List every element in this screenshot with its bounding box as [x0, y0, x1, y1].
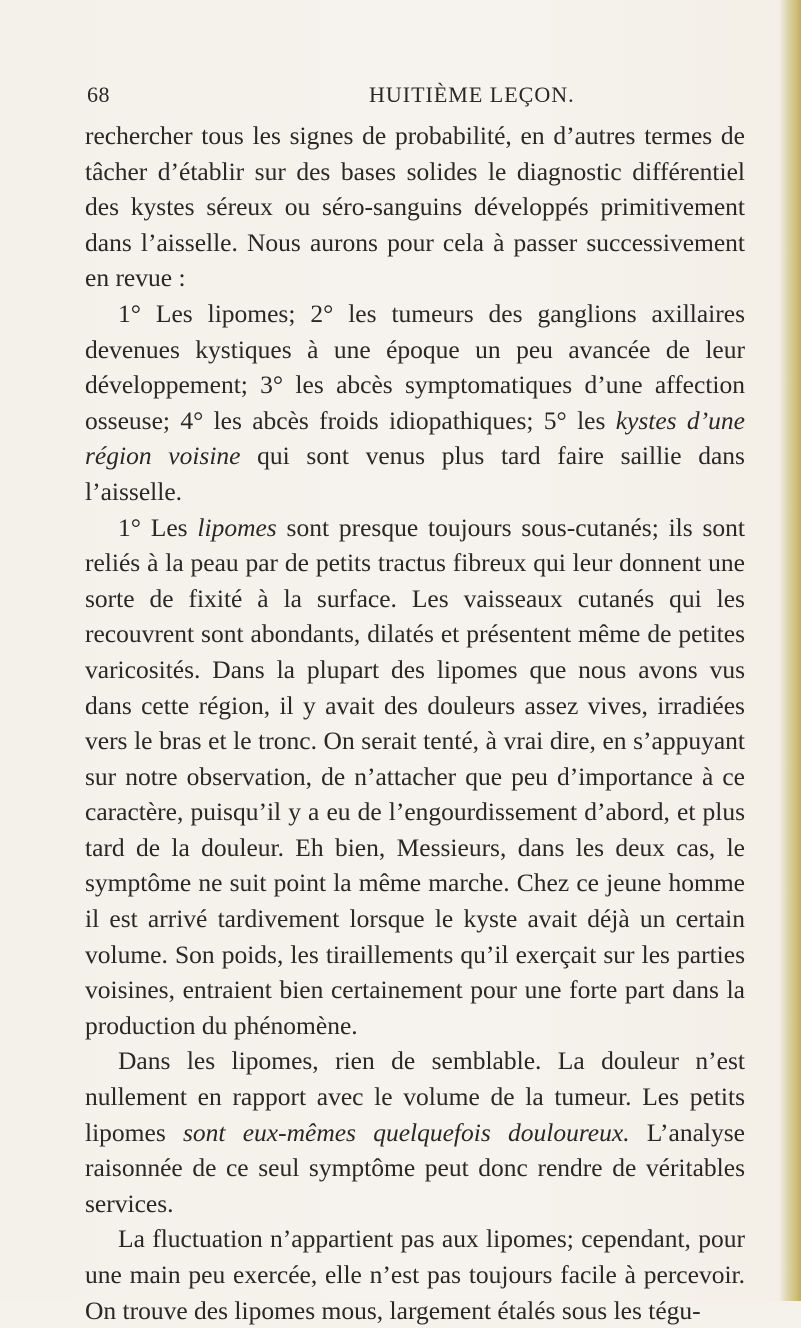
text-segment: L’analyse raisonnée de ce seul symptôme peut donc rendre de véritables services.: [85, 1117, 745, 1218]
page-number: 68: [87, 82, 110, 107]
text-segment: 1° Les: [118, 512, 198, 542]
paragraph: [85, 1221, 745, 1328]
paragraph: [85, 1043, 745, 1221]
page-edge-stain: [779, 0, 801, 1301]
italic-text-segment: kystes d’une région voisine: [85, 405, 745, 471]
text-segment: rechercher tous les signes de probabilité, en d’autres termes de tâcher d’établir sur des bases solides le diagnostic différentiel des kystes séreux ou séro-sanguins développés primitivement dans l’aisselle. Nous aurons pour cela à passer successivement en revue :: [85, 121, 745, 293]
paragraph: [85, 510, 745, 1044]
italic-text-segment: sont eux-mêmes quelquefois douloureux.: [182, 1117, 630, 1147]
running-title: HUITIÈME LEÇON.: [369, 82, 575, 107]
text-segment: Dans les lipomes, rien de semblable. La douleur n’est nullement en rapport avec le volume de la tumeur. Les petits lipomes: [85, 1046, 745, 1147]
text-segment: sont presque toujours sous-cutanés; ils sont reliés à la peau par de petits tractus fibreux qui leur donnent une sorte de fixité à la surface. Les vaisseaux cutanés qui les recouvrent sont abondants, dilatés et présentent même de petites varicosités. Dans la plupart des lipomes que nous avons vus dans cette région, il y avait des douleurs assez vives, irradiées vers le bras et le tronc. On serait tenté, à vrai dire, en s’appuyant sur notre observation, de n’attacher que peu d’importance à ce caractère, puisqu’il y a eu de l’engourdissement d’abord, et plus tard de la douleur. Eh bien, Messieurs, dans les deux cas, le symptôme ne suit point la même marche. Chez ce jeune homme il est arrivé tardivement lorsque le kyste avait déjà un certain volume. Son poids, les tiraillements qu’il exerçait sur les parties voisines, entraient bien certainement pour une forte part dans la production du phénomène.: [85, 512, 746, 1040]
body-text: [85, 118, 745, 1328]
text-segment: La fluctuation n’appartient pas aux lipomes; cependant, pour une main peu exercée, elle n’est pas toujours facile à percevoir. On trouve des lipomes mous, largement étalés sous les tégu-: [85, 1224, 745, 1325]
text-segment: qui sont venus plus tard faire saillie dans l’aisselle.: [85, 441, 745, 506]
italic-text-segment: lipomes: [197, 512, 277, 542]
page-header: [87, 82, 742, 110]
paragraph: [85, 296, 745, 510]
paragraph: [85, 118, 745, 296]
text-segment: 1° Les lipomes; 2° les tumeurs des ganglions axillaires devenues kystiques à une époque un peu avancée de leur développement; 3° les abcès symptomatiques d’une affection osseuse; 4° les abcès froids idiopathiques; 5° les: [85, 298, 745, 435]
